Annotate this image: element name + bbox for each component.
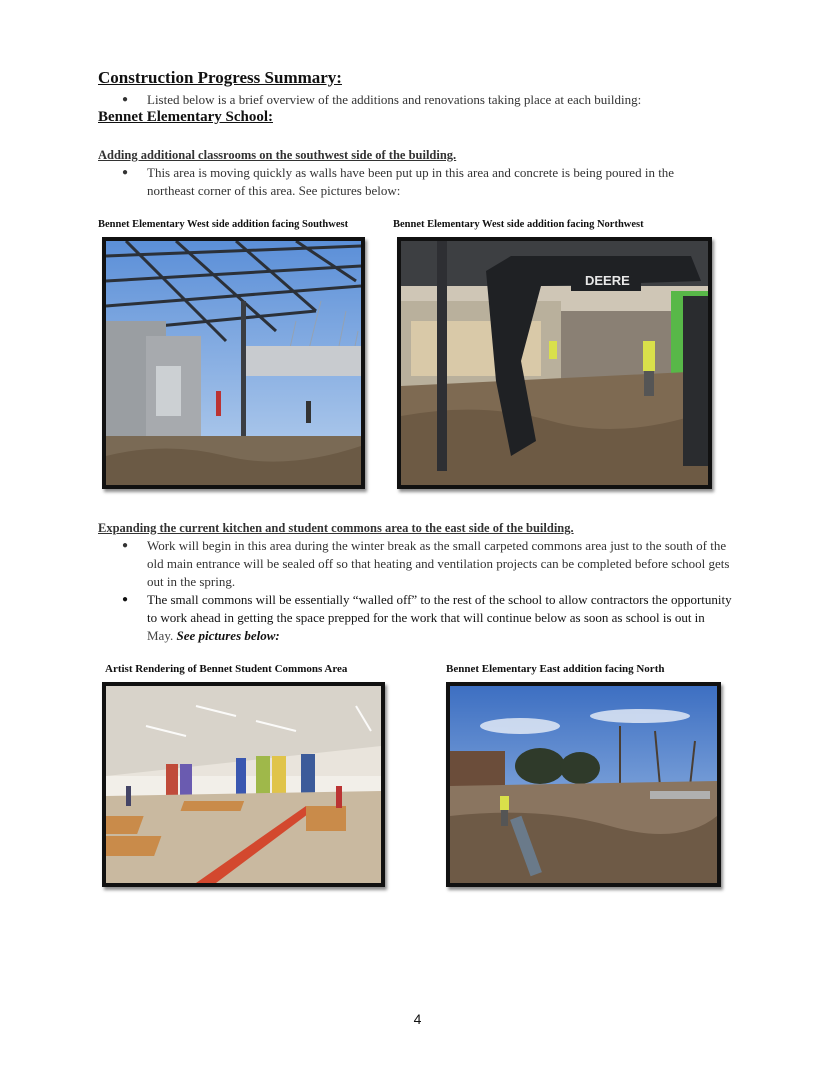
section2-bullet2: ● The small commons will be essentially “walled off” to the rest of the school to allow contractors the opportunity to work ahead in getting the space prepped for the work that will continue below as soon as school is out in May. See pictures below:: [122, 592, 732, 643]
section2-bullet1: ● Work will begin in this area during the winter break as the small carpeted commons area just to the south of the old main entrance will be sealed off so that heating and ventilation projects can be completed before school gets out in the spring.: [122, 538, 730, 589]
photo4-caption: Bennet Elementary East addition facing North: [446, 663, 665, 675]
photo-east-north: [446, 682, 721, 887]
photo-west-northwest: [397, 237, 712, 489]
photo3-caption: Artist Rendering of Bennet Student Commons Area: [105, 663, 348, 675]
bullet-icon: ●: [122, 594, 129, 605]
intro-bullet: ● Listed below is a brief overview of the additions and renovations taking place at each building:: [122, 92, 642, 107]
section2-heading: Expanding the current kitchen and student commons area to the east side of the building.: [98, 521, 574, 535]
section1-bullet: ● This area is moving quickly as walls have been put up in this area and concrete is being poured in the northeast corner of this area. See pictures below:: [122, 165, 675, 198]
section1-heading: Adding additional classrooms on the southwest side of the building.: [98, 148, 457, 162]
page-title: Construction Progress Summary:: [98, 68, 342, 87]
photo-commons-rendering: [102, 682, 385, 887]
photo2-caption: Bennet Elementary West side addition facing Northwest: [393, 219, 644, 230]
page-number: 4: [413, 1011, 422, 1027]
deere-sign: DEERE: [585, 273, 630, 288]
bullet-icon: ●: [122, 94, 129, 105]
bullet-icon: ●: [122, 167, 129, 178]
school-heading: Bennet Elementary School:: [98, 109, 273, 125]
photo1-caption: Bennet Elementary West side addition facing Southwest: [98, 219, 349, 230]
bullet-icon: ●: [122, 540, 129, 551]
photo-west-southwest: [102, 237, 365, 489]
